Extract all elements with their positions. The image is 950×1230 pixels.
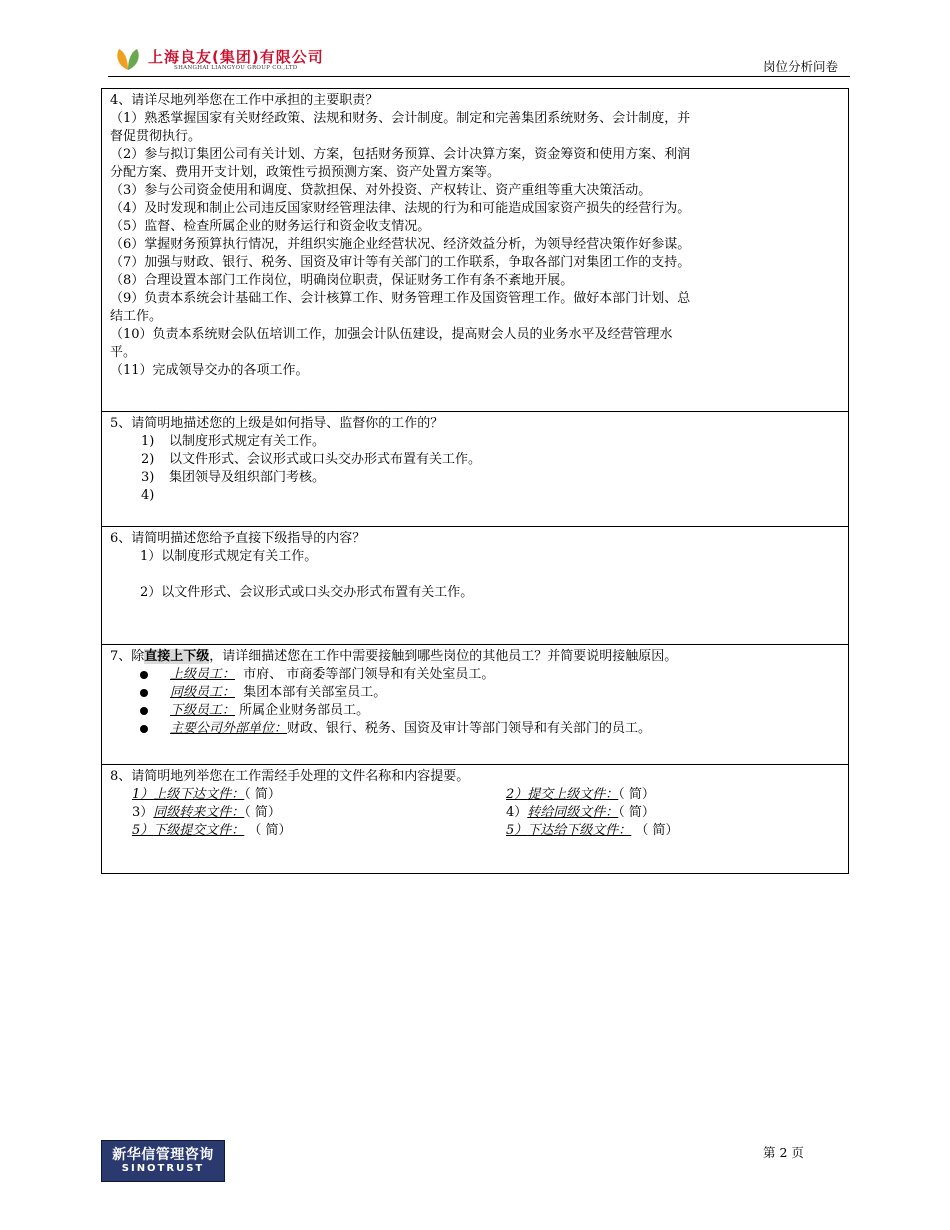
list-item: （6）掌握财务预算执行情况，并组织实施企业经营状况、经济效益分析，为领导经营决策作好参谋。 xyxy=(110,237,691,252)
question-title: 6、请简明描述您给予直接下级指导的内容？ xyxy=(110,531,366,546)
list-item: （5）监督、检查所属企业的财务运行和资金收支情况。 xyxy=(110,219,431,234)
list-item: （3）参与公司资金使用和调度、贷款担保、对外投资、产权转让、资产重组等重大决策活动。 xyxy=(110,183,652,198)
list-item: 2) 以文件形式、会议形式或口头交办形式布置有关工作。 xyxy=(141,452,482,467)
question-cell-7 xyxy=(102,645,849,765)
footer-logo-cn: 新华信管理咨询 xyxy=(112,1147,214,1163)
leaf-logo-icon xyxy=(114,46,142,72)
file-list-right xyxy=(506,786,679,840)
document-title: 岗位分析问卷 xyxy=(762,59,838,74)
company-name-cn: 上海良友(集团)有限公司 xyxy=(148,48,324,66)
list-item: 3) 集团领导及组织部门考核。 xyxy=(141,470,326,485)
bullet-icon xyxy=(140,725,148,733)
list-item: 2）以文件形式、会议形式或口头交办形式布置有关工作。 xyxy=(140,585,474,600)
sinotrust-logo xyxy=(101,1140,225,1182)
list-item: 1）上级下达文件：（ 简） xyxy=(132,787,281,802)
question-title: 4、请详尽地列举您在工作中承担的主要职责？ xyxy=(110,93,379,108)
list-item: （11）完成领导交办的各项工作。 xyxy=(110,363,309,378)
question-row-5 xyxy=(102,412,849,527)
list-item: （8）合理设置本部门工作岗位，明确岗位职责，保证财务工作有条不紊地开展。 xyxy=(110,273,574,288)
question-title: 8、请简明地列举您在工作需经手处理的文件名称和内容提要。 xyxy=(110,769,470,784)
bullet-icon xyxy=(140,707,148,715)
question-row-4 xyxy=(102,89,849,412)
list-item: 4）转给同级文件：（ 简） xyxy=(506,805,655,820)
question-row-7 xyxy=(102,645,849,765)
highlighted-term: 直接上下级 xyxy=(144,649,210,664)
list-item: 上级员工： 市府、 市商委等部门领导和有关处室员工。 xyxy=(110,666,840,684)
list-item: 1) 以制度形式规定有关工作。 xyxy=(141,434,326,449)
list-item: （1）熟悉掌握国家有关财经政策、法规和财务、会计制度。制定和完善集团系统财务、会计制度，并 督促贯彻执行。 xyxy=(110,111,691,144)
question-title: 7、除直接上下级，请详细描述您在工作中需要接触到哪些岗位的其他员工？并简要说明接触原因。 xyxy=(110,649,678,664)
list-item: （9）负责本系统会计基础工作、会计核算工作、财务管理工作及国资管理工作。做好本部门计划、总 结工作。 xyxy=(110,291,691,324)
question-cell-5 xyxy=(102,412,849,527)
list-item: 1）以制度形式规定有关工作。 xyxy=(140,549,318,564)
list-item: （2）参与拟订集团公司有关计划、方案，包括财务预算、会计决算方案，资金筹资和使用方案、利润 分配方案、费用开支计划，政策性亏损预测方案、资产处置方案等。 xyxy=(110,147,691,180)
list-item: 3）同级转来文件：（ 简） xyxy=(132,805,281,820)
list-item: （7）加强与财政、银行、税务、国资及审计等有关部门的工作联系，争取各部门对集团工作的支持。 xyxy=(110,255,691,270)
list-item: 主要公司外部单位：财政、银行、税务、国资及审计等部门领导和有关部门的员工。 xyxy=(110,720,840,738)
file-list xyxy=(110,786,840,846)
list-item: 5）下级提交文件： （ 简） xyxy=(132,823,292,838)
list-item: 4) xyxy=(141,488,155,503)
question-title: 5、请简明地描述您的上级是如何指导、监督你的工作的？ xyxy=(110,416,444,431)
bullet-icon xyxy=(140,671,148,679)
question-row-8 xyxy=(102,765,849,874)
header-divider xyxy=(108,76,850,77)
page-header xyxy=(108,44,848,76)
file-list-left xyxy=(132,786,292,840)
question-cell-8 xyxy=(102,765,849,874)
bullet-icon xyxy=(140,689,148,697)
list-item: 下级员工： 所属企业财务部员工。 xyxy=(110,702,840,720)
list-item: （10）负责本系统财会队伍培训工作，加强会计队伍建设，提高财会人员的业务水平及经营管理水 平。 xyxy=(110,327,673,360)
questionnaire-table xyxy=(101,88,849,874)
question-cell-6 xyxy=(102,527,849,645)
company-name-en: SHANGHAI LIANGYOU GROUP CO.,LTD xyxy=(174,65,298,71)
list-item: （4）及时发现和制止公司违反国家财经管理法律、法规的行为和可能造成国家资产损失的经营行为。 xyxy=(110,201,691,216)
footer-logo-en: SINOTRUST xyxy=(121,1163,205,1174)
duties-list xyxy=(110,110,840,380)
list-item: 5）下达给下级文件： （ 简） xyxy=(506,823,679,838)
page-number: 第 2 页 xyxy=(763,1145,804,1160)
list-item: 2）提交上级文件：（ 简） xyxy=(506,787,655,802)
list-item: 同级员工： 集团本部有关部室员工。 xyxy=(110,684,840,702)
question-cell-4 xyxy=(102,89,849,412)
question-row-6 xyxy=(102,527,849,645)
